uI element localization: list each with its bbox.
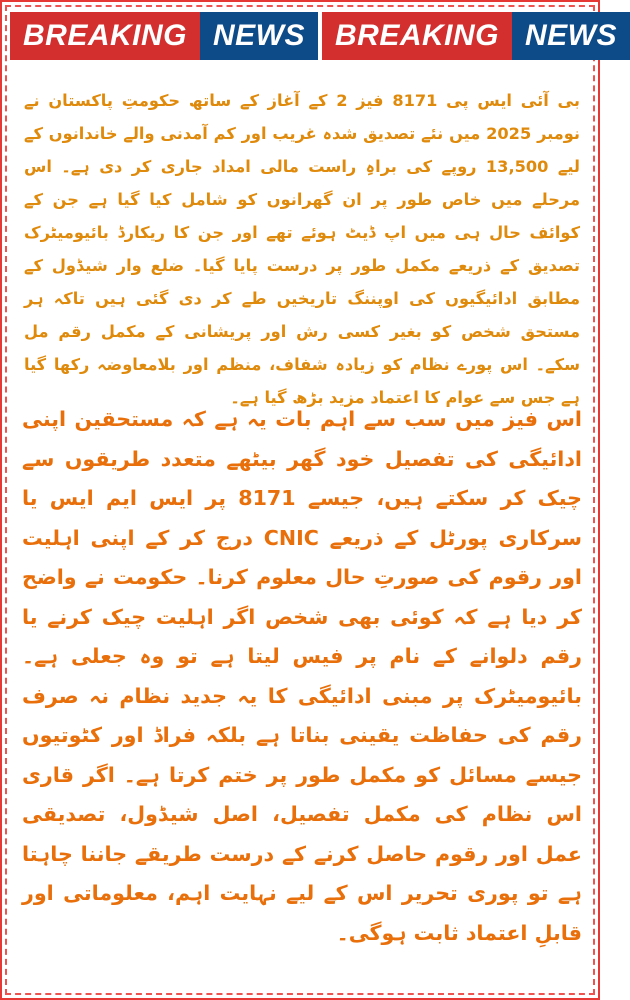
banner-group-2 — [322, 12, 630, 60]
news-label: NEWS — [200, 12, 318, 60]
breaking-label: BREAKING — [10, 12, 200, 60]
banner-group-1 — [10, 12, 318, 60]
body-paragraph: اس فیز میں سب سے اہم بات یہ ہے کہ مستحقین اپنی ادائیگی کی تفصیل خود گھر بیٹھے متعدد طریقوں سے چیک کر سکتے ہیں، جیسے 8171 پر ایس ایم ایس یا سرکاری پورٹل کے ذریعے CNIC درج کر کے اپنی اہلیت اور رقوم کی صورتِ حال معلوم کرنا۔ حکومت نے واضح کر دیا ہے کہ کوئی بھی شخص اگر اہلیت چیک کرنے یا رقم دلوانے کے نام پر فیس لیتا ہے تو وہ جعلی ہے۔ بائیومیٹرک پر مبنی ادائیگی کا یہ جدید نظام نہ صرف رقم کی حفاظت یقینی بناتا ہے بلکہ فراڈ اور کٹوتیوں جیسے مسائل کو مکمل طور پر ختم کرتا ہے۔ اگر قاری اس نظام کی مکمل تفصیل، اصل شیڈول، تصدیقی عمل اور رقوم حاصل کرنے کے درست طریقے جاننا چاہتا ہے تو پوری تحریر اس کے لیے نہایت اہم، معلوماتی اور قابلِ اعتماد ثابت ہوگی۔ — [22, 407, 583, 945]
breaking-label: BREAKING — [322, 12, 512, 60]
breaking-news-banner — [10, 10, 617, 62]
intro-paragraph: بی آئی ایس پی 8171 فیز 2 کے آغاز کے ساتھ حکومتِ پاکستان نے نومبر 2025 میں نئے تصدیق شدہ غریب اور کم آمدنی والے خاندانوں کے لیے 13,500 روپے کی براہِ راست مالی امداد جاری کر دی ہے۔ اس مرحلے میں خاص طور پر ان گھرانوں کو شامل کیا گیا ہے جن کے کوائف حال ہی میں اپ ڈیٹ ہوئے تھے اور جن کا ریکارڈ بائیومیٹرک تصدیق کے ذریعے مکمل طور پر درست پایا گیا۔ ضلع وار شیڈول کے مطابق ادائیگیوں کی اوپننگ تاریخیں طے کر دی گئی ہیں تاکہ ہر مستحق شخص کو بغیر کسی رش اور پریشانی کے مکمل رقم مل سکے۔ اس پورے نظام کو زیادہ شفاف، منظم اور بلامعاوضہ رکھا گیا ہے جس سے عوام کا اعتماد مزید بڑھ گیا ہے۔ — [24, 91, 581, 407]
news-label: NEWS — [512, 12, 630, 60]
